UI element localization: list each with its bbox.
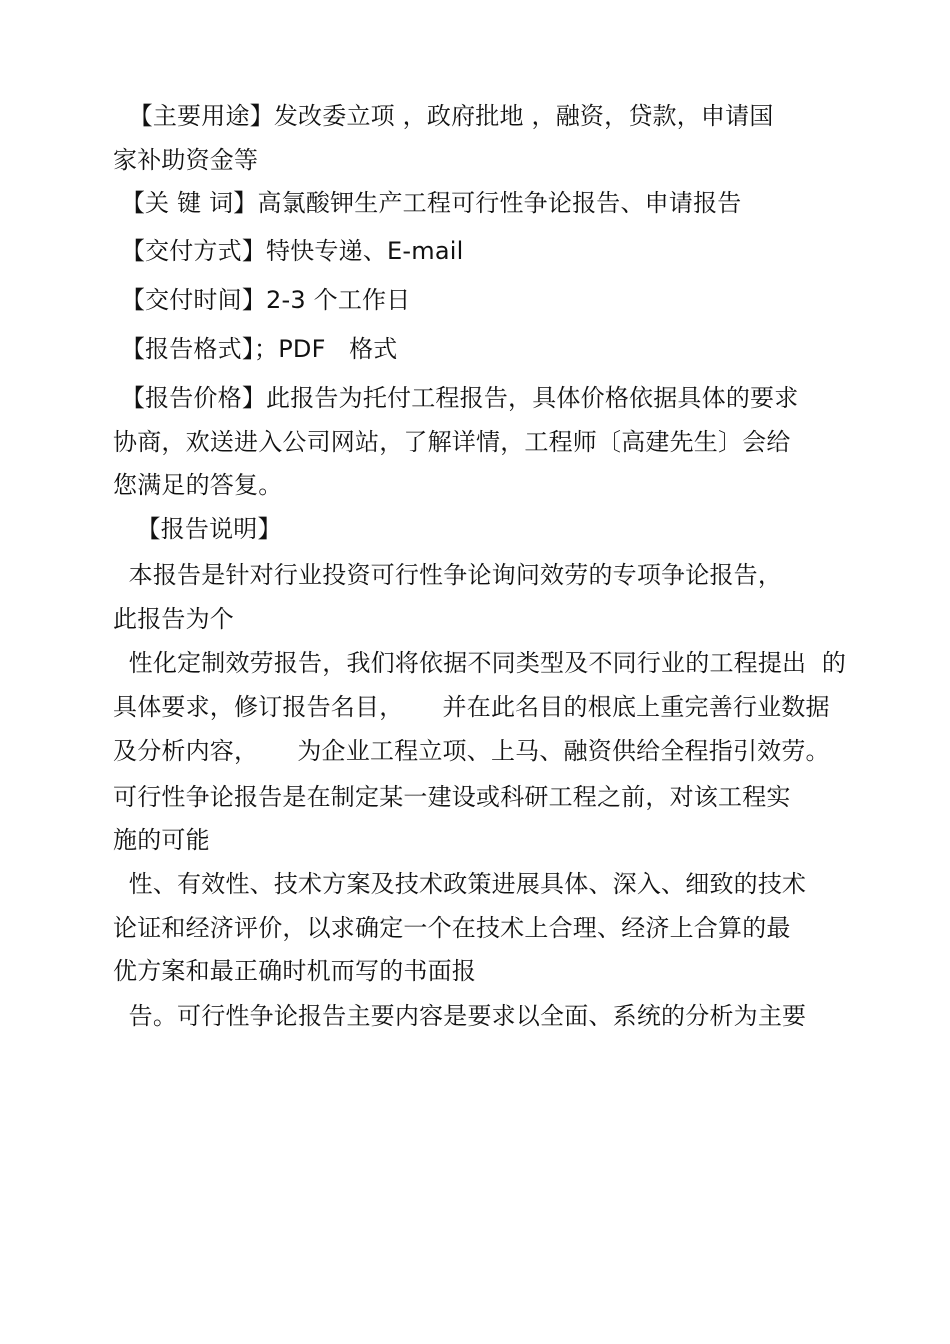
text-line-body-3: 性化定制效劳报告，我们将依据不同类型及不同行业的工程提出 的 — [113, 649, 847, 677]
text-line-body-10: 优方案和最正确时机而写的书面报 — [113, 957, 476, 985]
text-line-body-2: 此报告为个 — [113, 605, 234, 633]
text-line-body-11: 告。可行性争论报告主要内容是要求以全面、系统的分析为主要 — [113, 1002, 807, 1030]
text-line-report-note-heading: 【报告说明】 — [113, 515, 282, 543]
text-line-keywords: 【关 键 词】高氯酸钾生产工程可行性争论报告、申请报告 — [113, 189, 742, 217]
text-line-body-1: 本报告是针对行业投资可行性争论询问效劳的专项争论报告， — [113, 561, 783, 589]
text-line-report-format: 【报告格式】；PDF 格式 — [113, 335, 398, 363]
text-line-report-price: 【报告价格】此报告为托付工程报告，具体价格依据具体的要求 — [113, 384, 799, 412]
text-line-body-9: 论证和经济评价，以求确定一个在技术上合理、经济上合算的最 — [113, 914, 791, 942]
text-line-body-5: 及分析内容， 为企业工程立项、上马、融资供给全程指引效劳。 — [113, 737, 830, 765]
text-line-body-8: 性、有效性、技术方案及技术政策进展具体、深入、细致的技术 — [113, 870, 807, 898]
text-line-body-7: 施的可能 — [113, 826, 210, 854]
text-line-body-4: 具体要求，修订报告名目， 并在此名目的根底上重完善行业数据 — [113, 693, 830, 721]
text-line-price-cont-2: 您满足的答复。 — [113, 471, 283, 499]
text-line-body-6: 可行性争论报告是在制定某一建设或科研工程之前，对该工程实 — [113, 783, 791, 811]
text-line-delivery-time: 【交付时间】2-3 个工作日 — [113, 286, 411, 314]
text-line-purpose-cont: 家补助资金等 — [113, 146, 259, 174]
text-line-delivery-method: 【交付方式】特快专递、E-mail — [113, 237, 464, 265]
text-line-purpose: 【主要用途】发改委立项 ，政府批地 ，融资，贷款，申请国 — [113, 102, 774, 130]
text-line-price-cont-1: 协商，欢送进入公司网站，了解详情，工程师〔高建先生〕会给 — [113, 428, 791, 456]
